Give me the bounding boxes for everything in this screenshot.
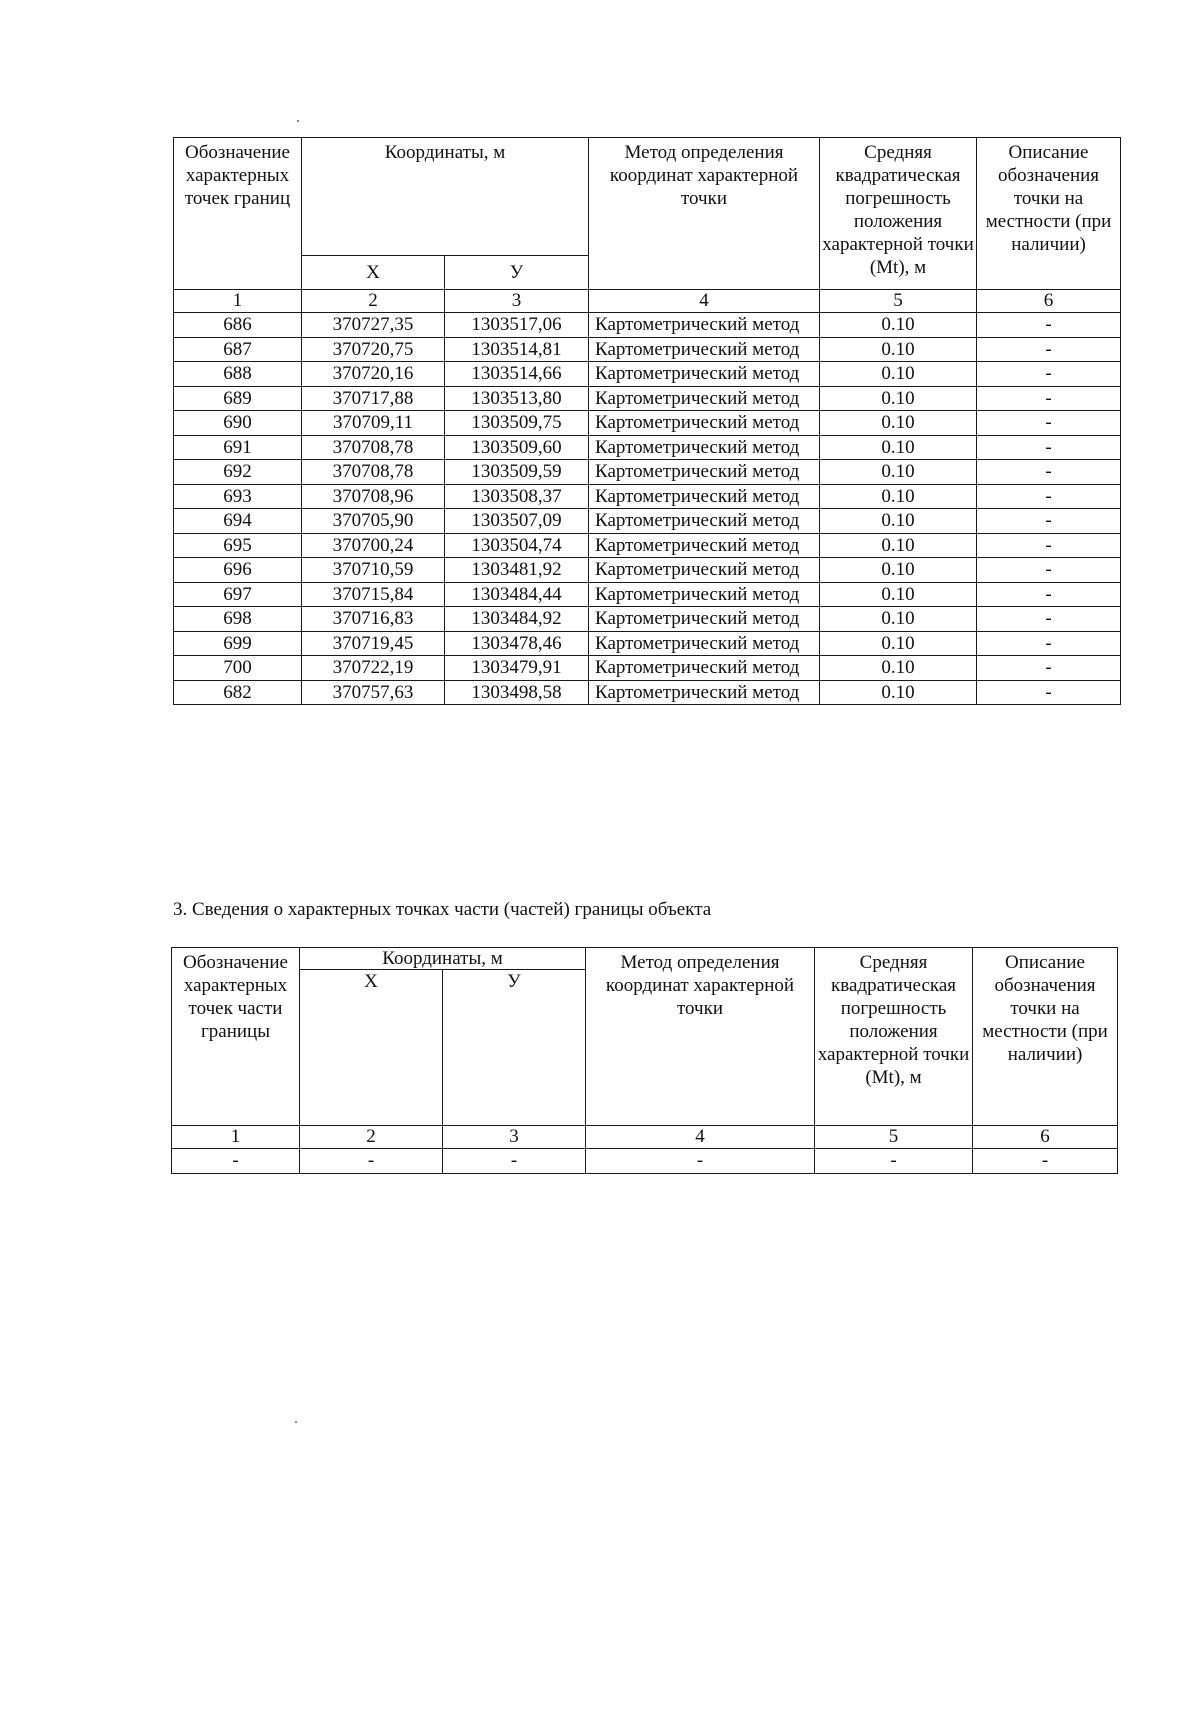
table-row: [174, 607, 1121, 632]
x-coordinate-cell: 370715,84: [302, 582, 445, 607]
y-coordinate-cell: 1303509,60: [445, 435, 589, 460]
description-cell: -: [977, 484, 1121, 509]
x-coordinate-cell: 370720,16: [302, 362, 445, 387]
method-cell: Картометрический метод: [589, 533, 820, 558]
x-coordinate-cell: 370710,59: [302, 558, 445, 583]
header-description: Описание обозначения точки на местности (при наличии): [973, 948, 1118, 1126]
method-cell: Картометрический метод: [589, 582, 820, 607]
y-coordinate-cell: 1303507,09: [445, 509, 589, 534]
y-coordinate-cell: 1303479,91: [445, 656, 589, 681]
header-y: У: [443, 970, 586, 1126]
table-row: [174, 337, 1121, 362]
column-number: 1: [174, 290, 302, 313]
point-number-cell: -: [172, 1149, 300, 1174]
point-number-cell: 687: [174, 337, 302, 362]
table-row: [174, 386, 1121, 411]
error-cell: 0.10: [820, 631, 977, 656]
table-row: [174, 313, 1121, 338]
column-number: 6: [973, 1126, 1118, 1149]
x-coordinate-cell: 370720,75: [302, 337, 445, 362]
table-row: [174, 680, 1121, 705]
column-number: 4: [586, 1126, 815, 1149]
point-number-cell: 691: [174, 435, 302, 460]
column-number: 5: [815, 1126, 973, 1149]
y-coordinate-cell: 1303509,59: [445, 460, 589, 485]
point-number-cell: 693: [174, 484, 302, 509]
column-number: 3: [443, 1126, 586, 1149]
description-cell: -: [977, 656, 1121, 681]
y-coordinate-cell: 1303508,37: [445, 484, 589, 509]
method-cell: Картометрический метод: [589, 386, 820, 411]
table-row: [174, 582, 1121, 607]
x-coordinate-cell: 370716,83: [302, 607, 445, 632]
y-coordinate-cell: 1303484,44: [445, 582, 589, 607]
y-coordinate-cell: 1303517,06: [445, 313, 589, 338]
point-number-cell: 698: [174, 607, 302, 632]
description-cell: -: [977, 313, 1121, 338]
y-coordinate-cell: 1303484,92: [445, 607, 589, 632]
x-coordinate-cell: 370727,35: [302, 313, 445, 338]
method-cell: Картометрический метод: [589, 337, 820, 362]
table-row: [174, 362, 1121, 387]
table-row: [174, 631, 1121, 656]
header-coordinates: Координаты, м: [302, 138, 589, 256]
description-cell: -: [973, 1149, 1118, 1174]
point-number-cell: 696: [174, 558, 302, 583]
column-number: 2: [302, 290, 445, 313]
method-cell: Картометрический метод: [589, 435, 820, 460]
error-cell: 0.10: [820, 337, 977, 362]
header-error: Средняя квадратическая погрешность положения характерной точки (Mt), м: [815, 948, 973, 1126]
description-cell: -: [977, 386, 1121, 411]
description-cell: -: [977, 680, 1121, 705]
error-cell: 0.10: [820, 558, 977, 583]
error-cell: 0.10: [820, 460, 977, 485]
description-cell: -: [977, 533, 1121, 558]
header-x: Х: [300, 970, 443, 1126]
error-cell: 0.10: [820, 656, 977, 681]
method-cell: Картометрический метод: [589, 680, 820, 705]
column-number: 6: [977, 290, 1121, 313]
method-cell: -: [586, 1149, 815, 1174]
method-cell: Картометрический метод: [589, 411, 820, 436]
description-cell: -: [977, 337, 1121, 362]
y-coordinate-cell: 1303481,92: [445, 558, 589, 583]
part-boundary-points-table: [171, 947, 1118, 1174]
error-cell: -: [815, 1149, 973, 1174]
scan-speck-top: [297, 120, 299, 122]
error-cell: 0.10: [820, 607, 977, 632]
error-cell: 0.10: [820, 533, 977, 558]
table-row: [174, 558, 1121, 583]
column-numbers-row: [174, 290, 1121, 313]
header-designation: Обозначение характерных точек части границы: [172, 948, 300, 1126]
method-cell: Картометрический метод: [589, 509, 820, 534]
x-coordinate-cell: 370708,78: [302, 435, 445, 460]
y-coordinate-cell: 1303478,46: [445, 631, 589, 656]
table-row: [174, 435, 1121, 460]
header-method: Метод определения координат характерной точки: [589, 138, 820, 290]
method-cell: Картометрический метод: [589, 607, 820, 632]
method-cell: Картометрический метод: [589, 558, 820, 583]
header-error: Средняя квадратическая погрешность положения характерной точки (Mt), м: [820, 138, 977, 290]
section-3-title: 3. Сведения о характерных точках части (частей) границы объекта: [173, 899, 712, 920]
x-coordinate-cell: 370722,19: [302, 656, 445, 681]
method-cell: Картометрический метод: [589, 484, 820, 509]
header-method: Метод определения координат характерной точки: [586, 948, 815, 1126]
column-numbers-row: [172, 1126, 1118, 1149]
y-coordinate-cell: 1303514,81: [445, 337, 589, 362]
header-description: Описание обозначения точки на местности (при наличии): [977, 138, 1121, 290]
column-number: 1: [172, 1126, 300, 1149]
point-number-cell: 682: [174, 680, 302, 705]
error-cell: 0.10: [820, 386, 977, 411]
column-number: 4: [589, 290, 820, 313]
error-cell: 0.10: [820, 362, 977, 387]
table-row: [172, 1149, 1118, 1174]
x-coordinate-cell: 370757,63: [302, 680, 445, 705]
column-number: 2: [300, 1126, 443, 1149]
description-cell: -: [977, 558, 1121, 583]
point-number-cell: 689: [174, 386, 302, 411]
x-coordinate-cell: 370717,88: [302, 386, 445, 411]
x-coordinate-cell: 370705,90: [302, 509, 445, 534]
point-number-cell: 699: [174, 631, 302, 656]
method-cell: Картометрический метод: [589, 313, 820, 338]
point-number-cell: 690: [174, 411, 302, 436]
y-coordinate-cell: 1303513,80: [445, 386, 589, 411]
description-cell: -: [977, 460, 1121, 485]
header-designation: Обозначение характерных точек границ: [174, 138, 302, 290]
error-cell: 0.10: [820, 411, 977, 436]
table-row: [174, 533, 1121, 558]
table-row: [174, 460, 1121, 485]
description-cell: -: [977, 631, 1121, 656]
x-coordinate-cell: -: [300, 1149, 443, 1174]
table-row: [174, 411, 1121, 436]
error-cell: 0.10: [820, 509, 977, 534]
point-number-cell: 695: [174, 533, 302, 558]
error-cell: 0.10: [820, 680, 977, 705]
error-cell: 0.10: [820, 582, 977, 607]
x-coordinate-cell: 370700,24: [302, 533, 445, 558]
description-cell: -: [977, 362, 1121, 387]
description-cell: -: [977, 582, 1121, 607]
method-cell: Картометрический метод: [589, 631, 820, 656]
error-cell: 0.10: [820, 484, 977, 509]
column-number: 3: [445, 290, 589, 313]
description-cell: -: [977, 509, 1121, 534]
point-number-cell: 692: [174, 460, 302, 485]
y-coordinate-cell: -: [443, 1149, 586, 1174]
y-coordinate-cell: 1303504,74: [445, 533, 589, 558]
header-coordinates: Координаты, м: [300, 948, 586, 970]
method-cell: Картометрический метод: [589, 656, 820, 681]
header-x: Х: [302, 256, 445, 290]
x-coordinate-cell: 370719,45: [302, 631, 445, 656]
method-cell: Картометрический метод: [589, 362, 820, 387]
x-coordinate-cell: 370708,78: [302, 460, 445, 485]
y-coordinate-cell: 1303498,58: [445, 680, 589, 705]
table-row: [174, 509, 1121, 534]
scan-speck-bottom: [295, 1421, 297, 1423]
method-cell: Картометрический метод: [589, 460, 820, 485]
point-number-cell: 697: [174, 582, 302, 607]
point-number-cell: 686: [174, 313, 302, 338]
description-cell: -: [977, 435, 1121, 460]
boundary-points-table: [173, 137, 1121, 705]
x-coordinate-cell: 370708,96: [302, 484, 445, 509]
x-coordinate-cell: 370709,11: [302, 411, 445, 436]
column-number: 5: [820, 290, 977, 313]
table-row: [174, 656, 1121, 681]
error-cell: 0.10: [820, 313, 977, 338]
description-cell: -: [977, 411, 1121, 436]
point-number-cell: 694: [174, 509, 302, 534]
point-number-cell: 688: [174, 362, 302, 387]
description-cell: -: [977, 607, 1121, 632]
y-coordinate-cell: 1303514,66: [445, 362, 589, 387]
table-row: [174, 484, 1121, 509]
error-cell: 0.10: [820, 435, 977, 460]
header-y: У: [445, 256, 589, 290]
y-coordinate-cell: 1303509,75: [445, 411, 589, 436]
point-number-cell: 700: [174, 656, 302, 681]
